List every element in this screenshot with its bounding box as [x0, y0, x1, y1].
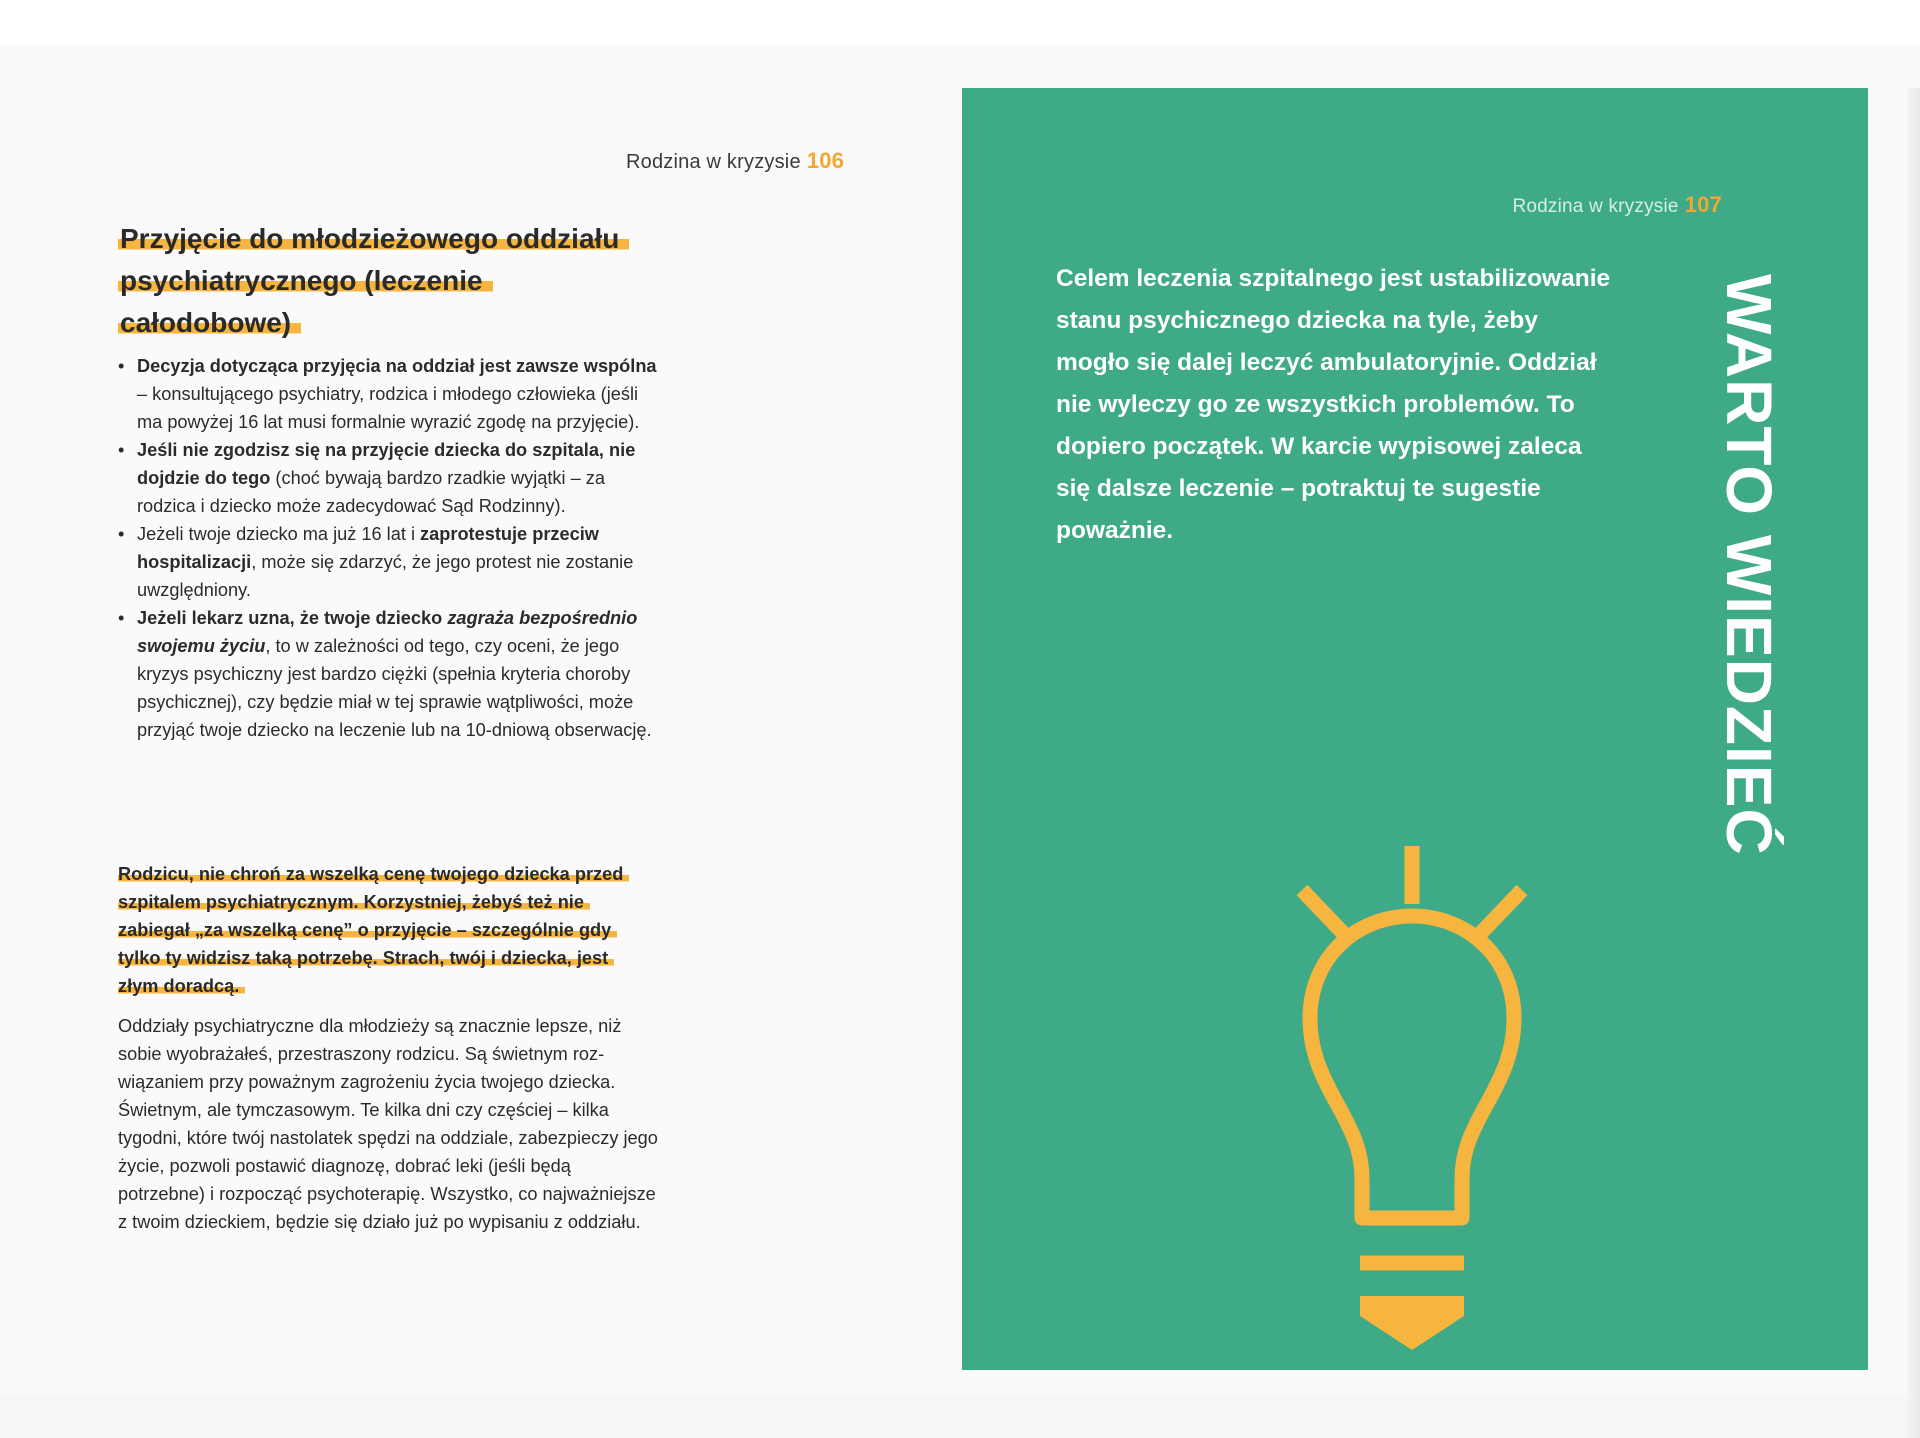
section-title-line: psychiatrycznego (leczenie	[118, 265, 493, 296]
running-head-right	[1512, 192, 1722, 218]
bullet-text: , może się zdarzyć, że jego protest nie zostanie uwzględniony.	[137, 552, 634, 600]
page-edge	[1908, 88, 1920, 1438]
list-item	[118, 520, 658, 604]
bullet-bold-text: zaprotestuje przeciw hospitalizacji	[137, 524, 599, 572]
list-item	[118, 436, 658, 520]
highlighted-callout	[118, 860, 648, 1000]
bullet-bold-text: Jeśli nie zgodzisz się na przyjęcie dziecka do szpitala, nie dojdzie do tego	[137, 440, 636, 488]
section-title-line: Przyjęcie do młodzieżowego oddziału	[118, 223, 629, 254]
book-spread	[0, 44, 1920, 1394]
scan-margin	[0, 0, 1920, 44]
vertical-title: WARTO WIEDZIEĆ	[1713, 274, 1785, 856]
page-number: 106	[806, 148, 845, 173]
left-page	[0, 44, 940, 1394]
info-panel	[962, 88, 1868, 1370]
section-title-line: całodobowe)	[118, 307, 301, 338]
body-paragraph: Oddziały psychiatryczne dla młodzieży są znacznie lepsze, niż sobie wyobrażałeś, przestraszony rodzicu. Są świetnym rozwiązaniem przy poważnym zagrożeniu życia twojego dziecka. Świetnym, ale tymczasowym. Te kilka dni czy częściej – kilka tygodni, które twój nastolatek spędzi na oddziale, zabezpieczy jego życie, pozwoli postawić diagnozę, dobrać leki (jeśli będą potrzebne) i rozpocząć psychoterapię. Wszystko, co najważniejsze z twoim dzieckiem, będzie się działo już po wypisaniu z oddziału.	[118, 1016, 658, 1232]
lightbulb-icon	[1272, 798, 1552, 1358]
running-head-title: Rodzina w kryzysie	[626, 151, 801, 173]
bullet-dot: •	[118, 440, 125, 460]
callout-text: Rodzicu, nie chroń za wszelką cenę twojego dziecka przed szpitalem psychiatrycznym. Korzystniej, żebyś też nie zabiegał „za wszelką cenę” o przyjęcie – szczególnie gdy tylko ty widzisz taką potrzebę. Strach, twój i dziecka, jest złym doradcą.	[118, 864, 629, 996]
bullet-bold-italic-text: zagraża bezpośrednio swojemu życiu	[137, 608, 638, 656]
running-head-left	[626, 148, 844, 174]
bullet-text: (choć bywają bardzo rzadkie wyjątki – za rodzica i dziecko może zadecydować Sąd Rodzinny).	[137, 468, 605, 516]
bullet-text: Jeżeli twoje dziecko ma już 16 lat i	[137, 524, 421, 544]
bullet-dot: •	[118, 608, 125, 628]
bullet-bold-text: Decyzja dotycząca przyjęcia na oddział jest zawsze wspólna	[137, 356, 657, 376]
bullet-dot: •	[118, 524, 125, 544]
list-item	[118, 604, 658, 744]
bullet-bold-text: Jeżeli lekarz uzna, że twoje dziecko	[137, 608, 448, 628]
page-number: 107	[1684, 192, 1722, 217]
bullet-dot: •	[118, 356, 125, 376]
running-head-title: Rodzina w kryzysie	[1512, 196, 1679, 217]
info-text: Celem leczenia szpitalnego jest ustabilizowanie stanu psychicznego dziecka na tyle, żeby mogło się dalej leczyć ambulatoryjnie. Oddział nie wyleczy go ze wszystkich problemów. To dopiero początek. W karcie wypisowej zaleca się dalsze leczenie – potraktuj te sugestie poważnie.	[1056, 265, 1611, 544]
bullet-text: , to w zależności od tego, czy oceni, że jego kryzys psychiczny jest bardzo ciężki (spełnia kryteria choroby psychicznej), czy będzie miał w tej sprawie wątpliwości, może przyjąć twoje dziecko na leczenie lub na 10-dniową obserwację.	[137, 636, 652, 740]
section-title	[118, 218, 658, 344]
bullet-text: – konsultującego psychiatry, rodzica i młodego człowieka (jeśli ma powyżej 16 lat musi formalnie wyrazić zgodę na przyjęcie).	[137, 384, 640, 432]
bullet-list	[118, 352, 658, 744]
list-item	[118, 352, 658, 436]
